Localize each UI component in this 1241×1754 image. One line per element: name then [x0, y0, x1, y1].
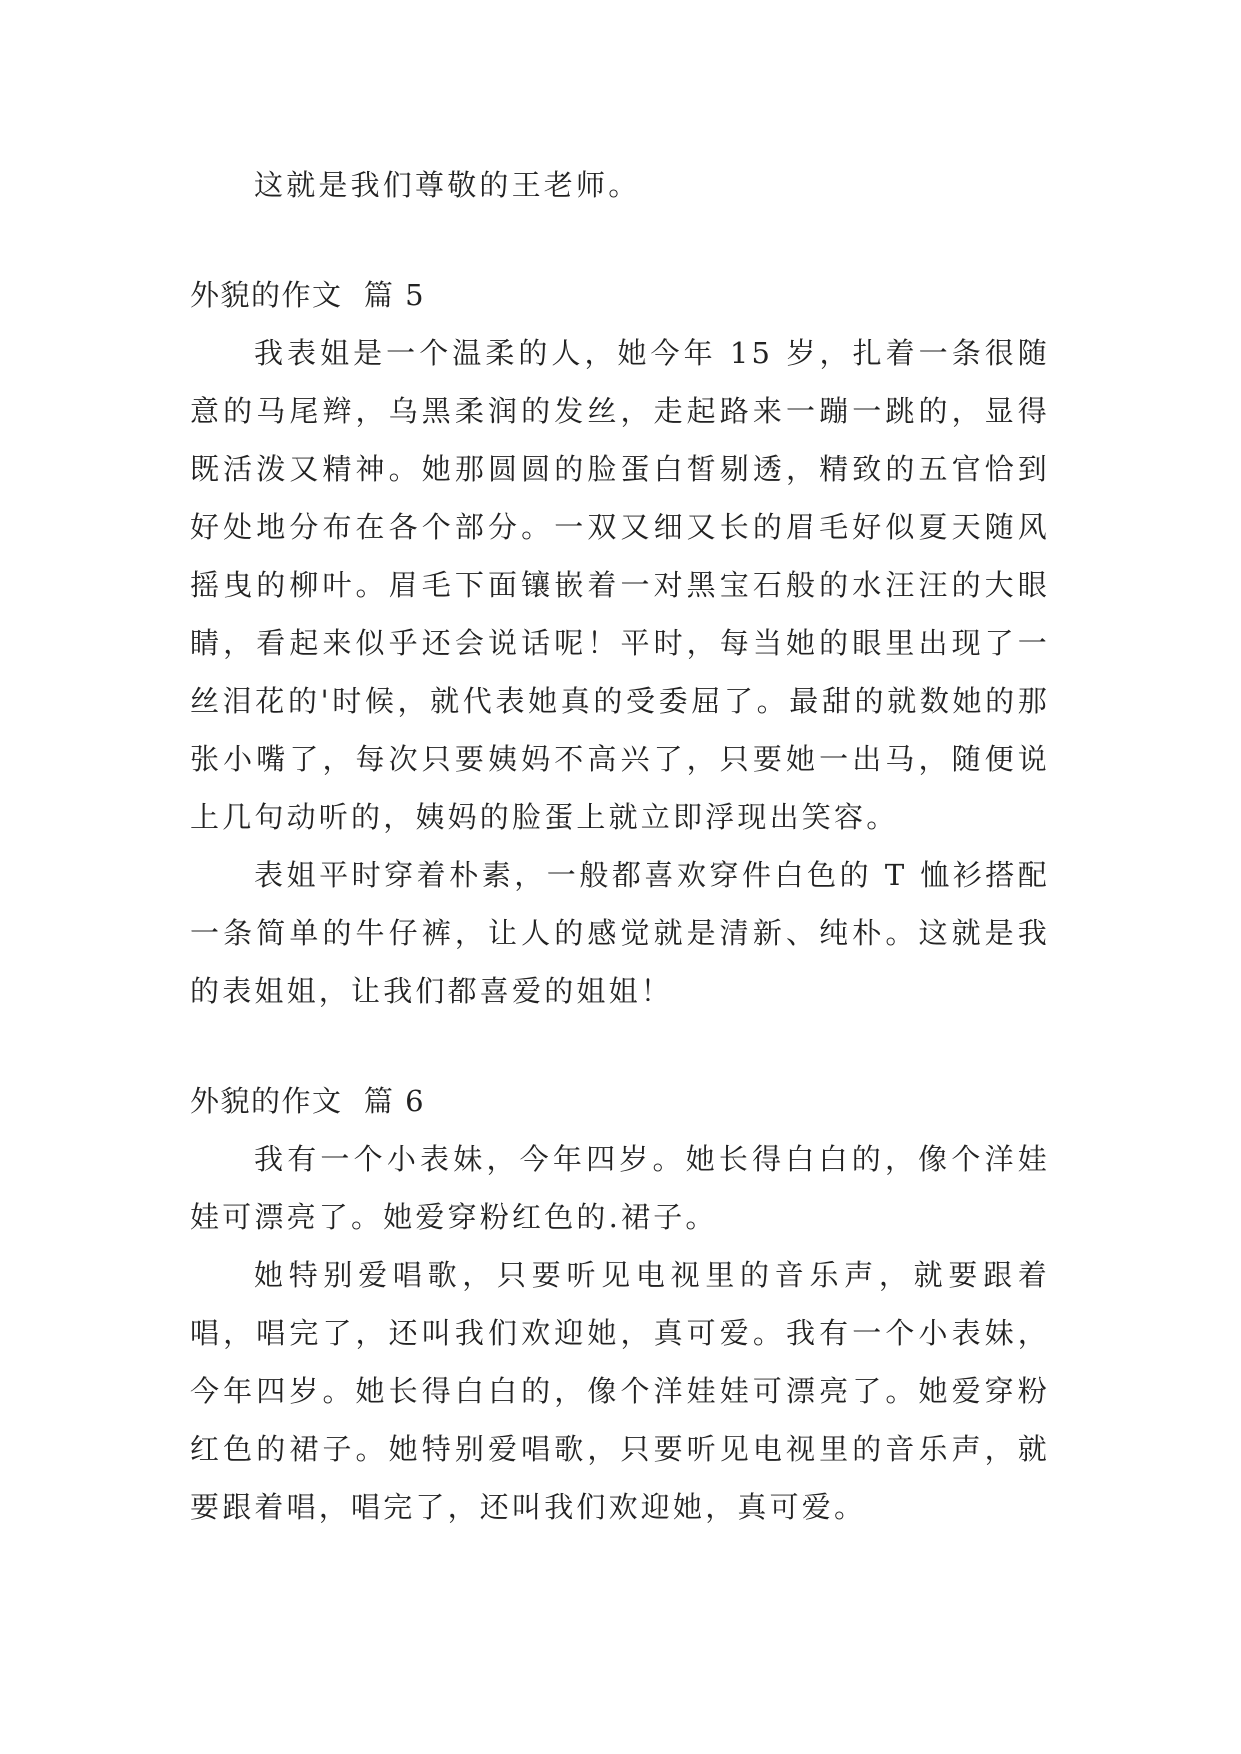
- intro-paragraph: 这就是我们尊敬的王老师。: [254, 168, 641, 202]
- section-spacer: [190, 1020, 1050, 1072]
- section-6-paragraph-2: 她特别爱唱歌，只要听见电视里的音乐声，就要跟着唱，唱完了，还叫我们欢迎她，真可爱。我有一个小表妹，今年四岁。她长得白白的，像个洋娃娃可漂亮了。她爱穿粉红色的裙子。她特别爱唱歌，只要听见电视里的音乐声，就要跟着唱，唱完了，还叫我们欢迎她，真可爱。: [190, 1258, 1050, 1524]
- section-heading-5: 外貌的作文 篇 5: [190, 278, 426, 312]
- section-heading-6: 外貌的作文 篇 6: [190, 1084, 426, 1118]
- section-5-paragraph-1: 我表姐是一个温柔的人，她今年 15 岁，扎着一条很随意的马尾辫，乌黑柔润的发丝，走起路来一蹦一跳的，显得既活泼又精神。她那圆圆的脸蛋白皙剔透，精致的五官恰到好处地分布在各个部分。一双又细又长的眉毛好似夏天随风摇曳的柳叶。眉毛下面镶嵌着一对黑宝石般的水汪汪的大眼睛，看起来似乎还会说话呢！平时，每当她的眼里出现了一丝泪花的'时候，就代表她真的受委屈了。最甜的就数她的那张小嘴了，每次只要姨妈不高兴了，只要她一出马，随便说上几句动听的，姨妈的脸蛋上就立即浮现出笑容。: [190, 336, 1050, 834]
- section-6-paragraph-1: 我有一个小表妹，今年四岁。她长得白白的，像个洋娃娃可漂亮了。她爱穿粉红色的.裙子。: [190, 1142, 1050, 1234]
- section-5-paragraph-2: 表姐平时穿着朴素，一般都喜欢穿件白色的 T 恤衫搭配一条简单的牛仔裤，让人的感觉就是清新、纯朴。这就是我的表姐姐，让我们都喜爱的姐姐！: [190, 858, 1050, 1008]
- section-spacer: [190, 214, 1050, 266]
- document-body: [190, 156, 1050, 1536]
